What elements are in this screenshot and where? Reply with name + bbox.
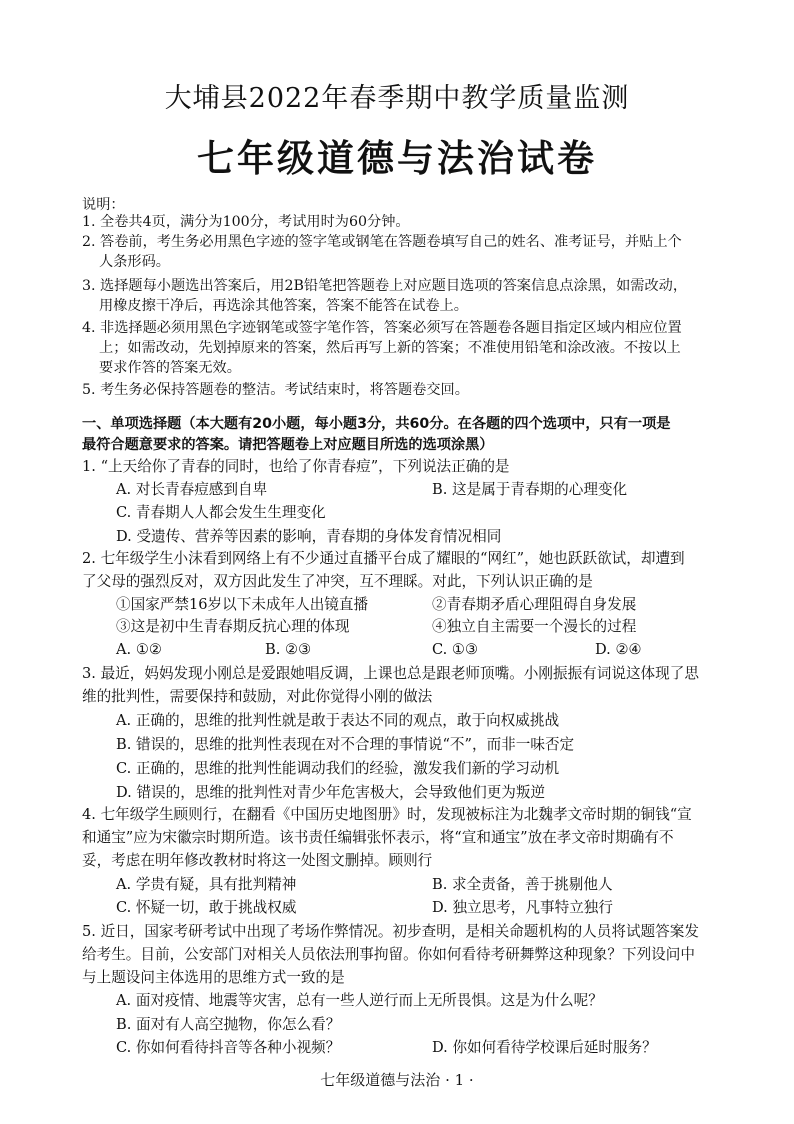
option-c: C. 怀疑一切，敢于挑战权威 <box>116 899 297 916</box>
instruction-line: 用橡皮擦干净后，再选涂其他答案，答案不能答在试卷上。 <box>99 298 468 314</box>
question-stem: 了父母的强烈反对，双方因此发生了冲突，互不理睬。对此，下列认识正确的是 <box>82 573 593 590</box>
section-heading: 一、单项选择题（本大题有20小题，每小题3分，共60分。在各题的四个选项中，只有一项是 <box>82 416 671 432</box>
option-b: B. 求全责备，善于挑剔他人 <box>432 876 613 893</box>
option-d: D. 独立思考，凡事特立独行 <box>432 899 613 916</box>
instruction-line: 5. 考生务必保持答题卷的整洁。考试结束时，将答题卷交回。 <box>82 382 469 398</box>
exam-title: 大埔县2022年春季期中教学质量监测 <box>164 83 630 114</box>
option-d: D. 受遗传、营养等因素的影响，青春期的身体发育情况相同 <box>116 528 502 545</box>
section-heading: 最符合题意要求的答案。请把答题卷上对应题目所选的选项涂黑） <box>82 437 494 453</box>
option-d: D. 你如何看待学校课后延时服务？ <box>432 1039 657 1056</box>
option-b: B. 面对有人高空抛物，你怎么看？ <box>116 1016 341 1033</box>
option-d: D. ②④ <box>595 641 642 658</box>
question-stem: 5. 近日，国家考研考试中出现了考场作弊情况。初步查明，是相关命题机构的人员将试题答案发 <box>82 923 699 940</box>
question-stem: 和通宝”应为宋徽宗时期所造。该书责任编辑张怀表示，将“宣和通宝”放在孝文帝时期确有不 <box>82 829 674 846</box>
instruction-line: 要求作答的答案无效。 <box>99 360 241 376</box>
question-stem: 2. 七年级学生小沫看到网络上有不少通过直播平台成了耀眼的“网红”，她也跃跃欲试，却遭到 <box>82 550 685 567</box>
question-stem: 妥，考虑在明年修改教材时将这一处图文删掉。顾则行 <box>82 852 433 869</box>
instruction-line: 1. 全卷共4页，满分为100分，考试用时为60分钟。 <box>82 214 410 230</box>
instruction-line: 4. 非选择题必须用黑色字迹钢笔或签字笔作答，答案必须写在答题卷各题目指定区域内相应位置 <box>82 320 682 336</box>
page-footer: 七年级道德与法治 · 1 · <box>320 1071 474 1089</box>
option-c: C. 青春期人人都会发生生理变化 <box>116 504 326 521</box>
option-a: A. 正确的，思维的批判性就是敢于表达不同的观点，敢于向权威挑战 <box>116 712 560 729</box>
instruction-line: 2. 答卷前，考生务必用黑色字迹的签字笔或钢笔在答题卷填写自己的姓名、准考证号，并贴上个 <box>82 234 682 250</box>
option-b: B. 错误的，思维的批判性表现在对不合理的事情说“不”，而非一味否定 <box>116 736 575 753</box>
instruction-line: 人条形码。 <box>99 254 170 270</box>
question-stem: 3. 最近，妈妈发现小刚总是爱跟她唱反调，上课也总是跟老师顶嘴。小刚振振有词说这体现了思 <box>82 665 699 682</box>
option-a: A. 面对疫情、地震等灾害，总有一些人逆行而上无所畏惧。这是为什么呢？ <box>116 992 603 1009</box>
option-c: C. ①③ <box>432 641 479 658</box>
statement-item: ③这是初中生青春期反抗心理的体现 <box>116 618 350 635</box>
option-b: B. 这是属于青春期的心理变化 <box>432 481 628 498</box>
exam-subtitle: 七年级道德与法治试卷 <box>197 137 597 180</box>
instructions-heading: 说明： <box>82 197 125 213</box>
option-a: A. 学贵有疑，具有批判精神 <box>116 876 297 893</box>
option-a: A. ①② <box>116 641 162 658</box>
option-c: C. 正确的，思维的批判性能调动我们的经验，激发我们新的学习动机 <box>116 760 560 777</box>
option-d: D. 错误的，思维的批判性对青少年危害极大，会导致他们更为叛逆 <box>116 784 546 801</box>
statement-item: ②青春期矛盾心理阻碍自身发展 <box>432 596 637 613</box>
question-stem: 与上题设问主体选用的思维方式一致的是 <box>82 969 345 986</box>
instruction-line: 上；如需改动，先划掉原来的答案，然后再写上新的答案；不准使用铅笔和涂改液。不按以上 <box>99 340 681 356</box>
question-stem: 4. 七年级学生顾则行，在翻看《中国历史地图册》时，发现被标注为北魏孝文帝时期的铜钱“宣 <box>82 806 692 823</box>
question-stem: 1. “上天给你了青春的同时，也给了你青春痘”，下列说法正确的是 <box>82 458 510 475</box>
option-a: A. 对长青春痘感到自卑 <box>116 481 268 498</box>
option-b: B. ②③ <box>265 641 312 658</box>
instruction-line: 3. 选择题每小题选出答案后，用2B铅笔把答题卷上对应题目选项的答案信息点涂黑，如需改动， <box>82 278 688 294</box>
question-stem: 给考生。目前，公安部门对相关人员依法刑事拘留。你如何看待考研舞弊这种现象？下列设问中 <box>82 946 695 963</box>
statement-item: ①国家严禁16岁以下未成年人出镜直播 <box>116 596 369 613</box>
statement-item: ④独立自主需要一个漫长的过程 <box>432 618 637 635</box>
question-stem: 维的批判性，需要保持和鼓励，对此你觉得小刚的做法 <box>82 688 433 705</box>
option-c: C. 你如何看待抖音等各种小视频？ <box>116 1039 341 1056</box>
